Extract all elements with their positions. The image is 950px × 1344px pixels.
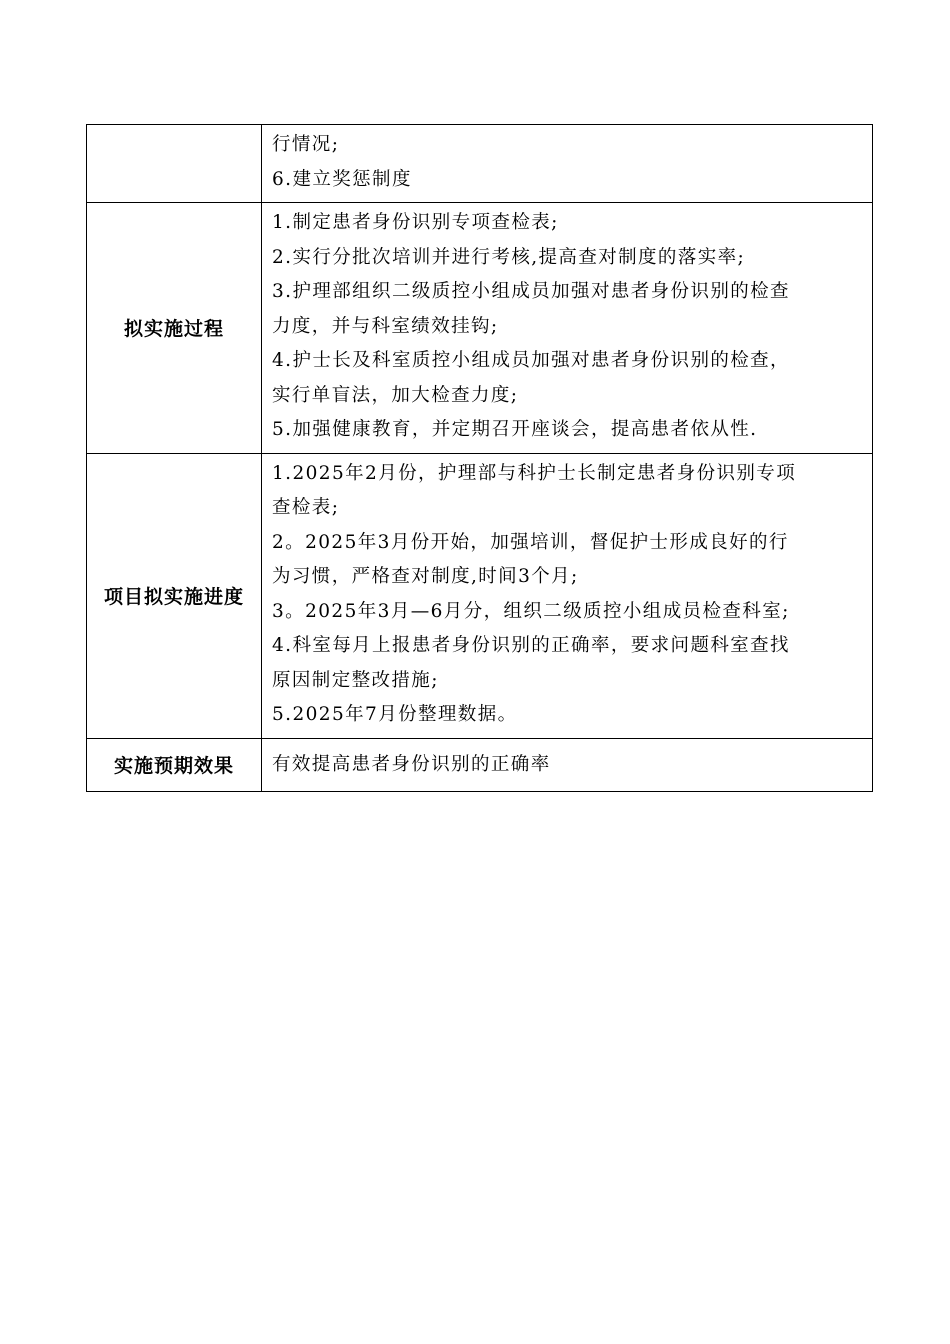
- content-line: 行情况;: [272, 134, 340, 155]
- content-line: 3。2025年3月—6月分，组织二级质控小组成员检查科室;: [272, 600, 790, 622]
- row-content: [262, 453, 873, 738]
- table-row: [87, 738, 873, 792]
- row-content: [262, 125, 873, 203]
- plan-table: [86, 124, 873, 792]
- row-content: [262, 738, 873, 792]
- row-label: 拟实施过程: [87, 203, 262, 454]
- row-label: 实施预期效果: [87, 738, 262, 792]
- content-line: 原因制定整改措施;: [272, 669, 439, 691]
- content-line: 5.加强健康教育，并定期召开座谈会，提高患者依从性.: [272, 419, 758, 440]
- content-line: 2.实行分批次培训并进行考核,提高查对制度的落实率;: [272, 246, 746, 268]
- content-line: 实行单盲法，加大检查力度;: [272, 384, 519, 406]
- table-row: [87, 453, 873, 738]
- row-label: [87, 125, 262, 203]
- table-row: [87, 203, 873, 454]
- content-line: 有效提高患者身份识别的正确率: [272, 753, 551, 775]
- content-line: 力度，并与科室绩效挂钩;: [272, 315, 499, 337]
- content-line: 查检表;: [272, 497, 340, 518]
- content-line: 2。2025年3月份开始，加强培训，督促护士形成良好的行: [272, 531, 789, 553]
- content-line: 1.制定患者身份识别专项查检表;: [272, 212, 559, 233]
- row-label: 项目拟实施进度: [87, 453, 262, 738]
- content-line: 6.建立奖惩制度: [272, 168, 412, 190]
- table-row: [87, 125, 873, 203]
- row-content: [262, 203, 873, 454]
- content-line: 5.2025年7月份整理数据。: [272, 704, 518, 725]
- content-line: 1.2025年2月份，护理部与科护士长制定患者身份识别专项: [272, 462, 797, 484]
- content-line: 为习惯，严格查对制度,时间3个月;: [272, 566, 579, 587]
- content-line: 4.护士长及科室质控小组成员加强对患者身份识别的检查，: [272, 350, 790, 371]
- content-line: 3.护理部组织二级质控小组成员加强对患者身份识别的检查: [272, 281, 790, 302]
- content-line: 4.科室每月上报患者身份识别的正确率，要求问题科室查找: [272, 635, 790, 656]
